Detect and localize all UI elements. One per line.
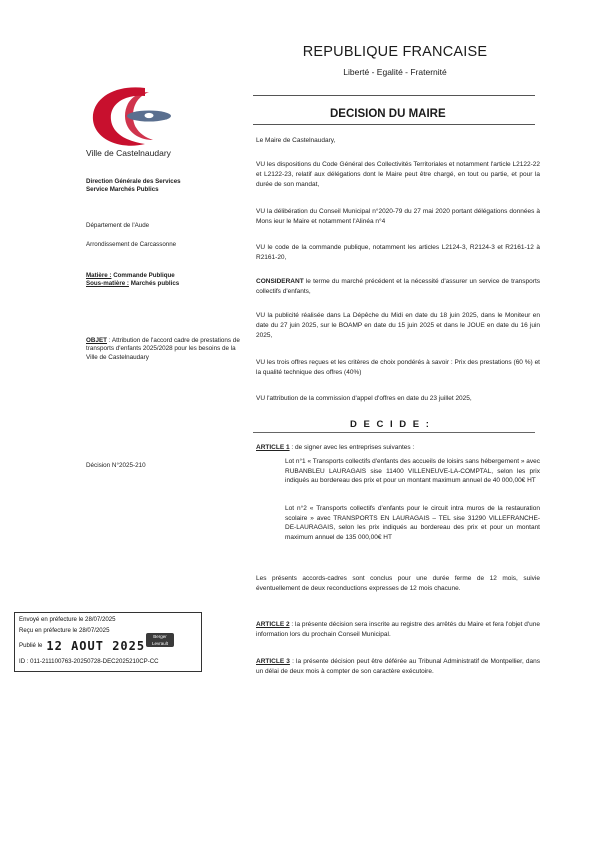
- direction: Direction Générale des Services: [86, 178, 181, 185]
- sousmatiere-value: Marchés publics: [130, 280, 180, 287]
- decide-divider: [253, 432, 535, 433]
- service: Service Marchés Publics: [86, 186, 159, 193]
- vu-paragraph-5: VU les trois offres reçues et les critères de choix pondérés à savoir : Prix des prestations (60 %) et la qualité technique des offres (40%): [256, 359, 540, 376]
- decide-heading: D E C I D E :: [350, 419, 431, 430]
- duree-paragraph: Les présents accords-cadres sont conclus pour une durée ferme de 12 mois, suivie éventuellement de deux reconductions expresses de 12 mois chacune.: [256, 575, 540, 592]
- castelnaudary-logo: [83, 82, 183, 152]
- article-3: [256, 657, 540, 677]
- direction-label: [86, 178, 181, 194]
- vu-paragraph-3: VU le code de la commande publique, notamment les articles L2124-3, R2124-3 et R2161-12 à R2161-20,: [256, 244, 540, 261]
- article-1-text: : de signer avec les entreprises suivantes :: [289, 444, 415, 451]
- considerant-label: CONSIDERANT: [256, 278, 304, 285]
- matiere-block: [86, 272, 179, 288]
- decision-title: DECISION DU MAIRE: [330, 108, 446, 120]
- article-1: [256, 443, 540, 453]
- vu-paragraph-6: VU l'attribution de la commission d'appel d'offres en date du 23 juillet 2025,: [256, 395, 472, 402]
- decision-number: Décision N°2025-210: [86, 462, 146, 469]
- arrondissement-label: Arrondissement de Carcassonne: [86, 241, 177, 248]
- stamp-id: ID : 011-211100763-20250728-DEC2025210CP-CC: [19, 658, 159, 665]
- article-3-label: ARTICLE 3: [256, 658, 290, 665]
- considerant-paragraph: [256, 277, 540, 297]
- sousmatiere-label: Sous-matière :: [86, 280, 129, 287]
- article-3-text: : la présente décision peut être déférée au Tribunal Administratif de Montpellier, dans un délai de deux mois à compter de son caractère exécutoire.: [256, 658, 540, 675]
- prefecture-stamp: [14, 612, 202, 672]
- considerant-text: le terme du marché précédent et la nécessité d'assurer un service de transports collectifs d'enfants,: [256, 278, 540, 295]
- article-2-text: : la présente décision sera inscrite au registre des arrêtés du Maire et fera l'objet d'une information lors du prochain Conseil Municipal.: [256, 621, 540, 638]
- stamp-envoye: Envoyé en préfecture le 28/07/2025: [19, 616, 116, 623]
- objet-text: : Attribution de l'accord cadre de prestations de transports d'enfants 2025/2028 pour les besoins de la Ville de Castelnaudary: [86, 337, 240, 361]
- article-2-label: ARTICLE 2: [256, 621, 290, 628]
- stamp-publie-row: [19, 639, 145, 653]
- lot-1: Lot n°1 « Transports collectifs d'enfants des accueils de loisirs sans hébergement » avec RUBANBLEU LAURAGAIS sise 11400 VILLENEUVE-LA-COMPTAL, selon les prix indiqués au bordereau des prix et pour un montant maximum annuel de 40 000,00€ HT: [285, 458, 540, 485]
- article-1-label: ARTICLE 1: [256, 444, 290, 451]
- stamp-publie-label: Publié le: [19, 641, 43, 649]
- stamp-publie-date: 12 AOUT 2025: [46, 639, 146, 653]
- vu-paragraph-4: VU la publicité réalisée dans La Dépêche du Midi en date du 18 juin 2025, dans le Moniteur en date du 27 juin 2025, sur le BOAMP en date du 15 juin 2025 et dans le JOUE en date du 16 juin 2025,: [256, 312, 540, 339]
- lot-2: Lot n°2 « Transports collectifs d'enfants pour le circuit intra muros de la restauration scolaire » avec TRANSPORTS EN LAURAGAIS – TEL sise 31290 VILLEFRANCHE-DE-LAURAGAIS, selon les prix indiqués au bordereau des prix et pour un montant maximum annuel de 135 000,00€ HT: [285, 505, 540, 541]
- title-divider: [253, 124, 535, 125]
- berger-levrault-badge: Berger Levrault: [146, 633, 174, 647]
- objet-block: [86, 337, 246, 362]
- matiere-label: Matière :: [86, 272, 112, 279]
- departement-label: Département de l'Aude: [86, 222, 150, 229]
- header-divider: [253, 95, 535, 96]
- objet-label: OBJET: [86, 337, 107, 344]
- article-2: [256, 620, 540, 640]
- intro: Le Maire de Castelnaudary,: [256, 137, 336, 144]
- matiere-value: Commande Publique: [113, 272, 175, 279]
- republic-motto: Liberté - Egalité - Fraternité: [343, 67, 447, 77]
- vu-paragraph-1: VU les dispositions du Code Général des Collectivités Territoriales et notamment l'article L2122-22 et L2122-23, relatif aux délégations dont le Maire peut être chargé, en tout ou partie, et pour la durée de son mandat,: [256, 161, 540, 188]
- republic-title: REPUBLIQUE FRANCAISE: [302, 44, 488, 60]
- stamp-recu: Reçu en préfecture le 28/07/2025: [19, 627, 110, 634]
- city-name: Ville de Castelnaudary: [86, 148, 171, 158]
- vu-paragraph-2: VU la délibération du Conseil Municipal n°2020-79 du 27 mai 2020 portant délégations données à Mons ieur le Maire et notamment l'Alinéa n°4: [256, 208, 540, 225]
